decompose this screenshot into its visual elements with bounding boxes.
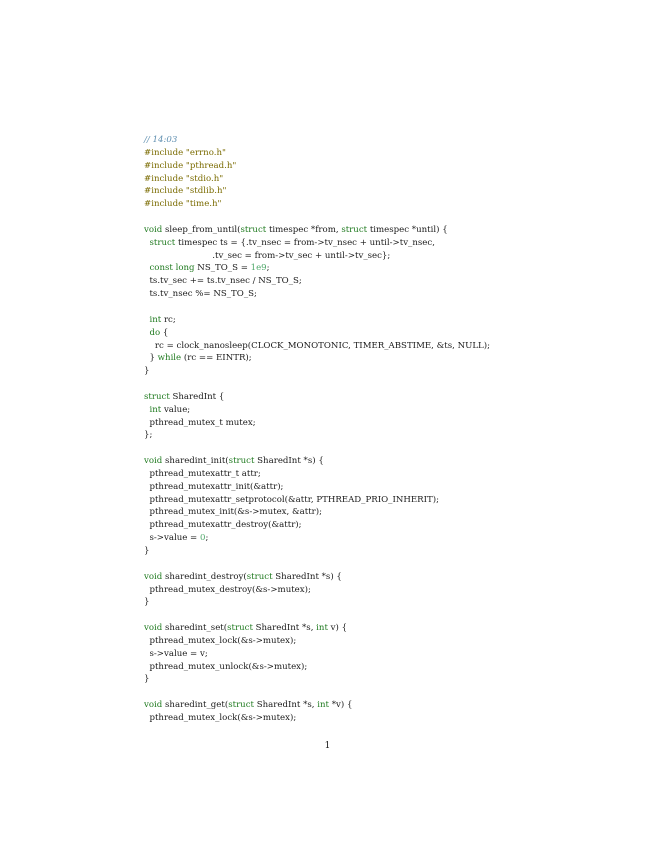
code-line (144, 288, 614, 301)
code-text-token: .tv_sec = from->tv_sec + until->tv_sec}; (144, 250, 391, 261)
code-text-token: timespec ts = {.tv_nsec = from->tv_nsec + until->tv_nsec, (175, 237, 435, 248)
code-text-token: pthread_mutexattr_t attr; (144, 468, 261, 479)
code-line (144, 622, 614, 635)
code-text-token: NS_TO_S = (194, 263, 251, 274)
string-token: "pthread.h" (185, 160, 237, 171)
code-text-token: ts.tv_nsec %= NS_TO_S; (144, 289, 257, 300)
code-line (144, 494, 614, 507)
code-text-token: SharedInt *s) { (272, 571, 342, 582)
code-text-token: pthread_mutexattr_setprotocol(&attr, PTHREAD_PRIO_INHERIT); (144, 494, 439, 505)
code-text-token: rc = clock_nanosleep(CLOCK_MONOTONIC, TIMER_ABSTIME, &ts, NULL); (144, 340, 491, 351)
code-line (144, 455, 614, 468)
keyword-token: struct (149, 237, 176, 248)
code-line (144, 661, 614, 674)
keyword-token: void (144, 456, 163, 467)
code-text-token: sharedint_get( (162, 700, 229, 711)
code-text-token: } (144, 546, 150, 556)
number-token: 1e9 (250, 263, 267, 274)
code-text-token: pthread_mutex_lock(&s->mutex); (144, 712, 297, 723)
code-text-token: SharedInt { (169, 391, 225, 402)
preprocessor-token: #include (144, 160, 186, 171)
code-line (144, 262, 614, 275)
number-token: 0 (200, 533, 206, 544)
code-line (144, 134, 614, 147)
keyword-token: void (144, 571, 163, 582)
code-line (144, 275, 614, 288)
string-token: "time.h" (185, 199, 222, 210)
code-text-token: s->value = v; (144, 648, 208, 659)
code-text-token: }; (144, 430, 153, 441)
code-line (144, 250, 614, 263)
code-text-token: timespec *from, (266, 224, 342, 235)
code-line (144, 648, 614, 661)
keyword-token: while (157, 353, 182, 364)
code-line (144, 519, 614, 532)
blank-line (144, 211, 614, 224)
code-text-token: v) { (327, 623, 348, 634)
code-line (144, 352, 614, 365)
code-text-token: pthread_mutex_destroy(&s->mutex); (144, 584, 311, 595)
code-line (144, 481, 614, 494)
code-line (144, 147, 614, 160)
code-text-token: pthread_mutex_init(&s->mutex, &attr); (144, 507, 323, 518)
keyword-token: struct (246, 571, 273, 582)
blank-line (144, 378, 614, 391)
code-text-token: pthread_mutex_t mutex; (144, 417, 256, 428)
keyword-token: struct (144, 391, 170, 402)
code-listing (144, 134, 614, 725)
keyword-token: const (149, 263, 173, 274)
blank-line (144, 609, 614, 622)
code-line (144, 391, 614, 404)
code-text-token: pthread_mutexattr_destroy(&attr); (144, 520, 302, 531)
keyword-token: int (149, 314, 162, 325)
code-line (144, 596, 614, 609)
code-text-token: ts.tv_sec += ts.tv_nsec / NS_TO_S; (144, 276, 302, 287)
code-line (144, 185, 614, 198)
blank-line (144, 442, 614, 455)
code-text-token: } (144, 597, 150, 608)
code-text-token: (rc == EINTR); (181, 353, 252, 364)
preprocessor-token: #include (144, 199, 186, 210)
code-line (144, 160, 614, 173)
code-text-token: { (160, 327, 169, 338)
code-line (144, 327, 614, 340)
keyword-token: struct (240, 224, 267, 235)
code-line (144, 417, 614, 430)
keyword-token: struct (341, 224, 368, 235)
code-text-token: } (144, 674, 150, 685)
string-token: "stdlib.h" (185, 186, 227, 197)
keyword-token: void (144, 623, 163, 634)
code-text-token: sleep_from_until( (162, 224, 241, 235)
code-text-token: SharedInt *s, (252, 623, 317, 634)
code-text-token: ; (266, 263, 270, 274)
code-line (144, 224, 614, 237)
code-line (144, 635, 614, 648)
keyword-token: int (149, 404, 162, 415)
code-text-token: SharedInt *s) { (254, 456, 324, 467)
preprocessor-token: #include (144, 186, 186, 197)
code-line (144, 468, 614, 481)
code-line (144, 699, 614, 712)
code-text-token: sharedint_set( (162, 623, 228, 634)
code-line (144, 365, 614, 378)
string-token: "errno.h" (185, 147, 226, 158)
code-line (144, 173, 614, 186)
code-line (144, 673, 614, 686)
code-line (144, 198, 614, 211)
code-text-token: pthread_mutex_unlock(&s->mutex); (144, 661, 308, 672)
code-line (144, 532, 614, 545)
code-text-token: value; (161, 404, 191, 415)
code-line (144, 545, 614, 558)
keyword-token: void (144, 224, 163, 235)
code-text-token: *v) { (329, 700, 353, 711)
code-line (144, 340, 614, 353)
code-line (144, 506, 614, 519)
code-text-token: pthread_mutex_lock(&s->mutex); (144, 635, 297, 646)
code-text-token: sharedint_init( (162, 456, 229, 467)
code-text-token: s->value = (144, 533, 200, 544)
blank-line (144, 558, 614, 571)
code-line (144, 584, 614, 597)
code-line (144, 712, 614, 725)
code-text-token: rc; (161, 314, 176, 325)
keyword-token: int (316, 623, 328, 634)
blank-line (144, 686, 614, 699)
code-text-token: pthread_mutexattr_init(&attr); (144, 481, 284, 492)
comment-token: // 14:03 (144, 135, 178, 145)
keyword-token: do (149, 327, 161, 338)
blank-line (144, 301, 614, 314)
keyword-token: long (175, 263, 195, 274)
preprocessor-token: #include (144, 147, 186, 158)
keyword-token: struct (227, 623, 253, 634)
code-text-token: ; (205, 533, 209, 544)
code-line (144, 429, 614, 442)
code-line (144, 404, 614, 417)
page-number: 1 (324, 741, 331, 751)
keyword-token: void (144, 700, 163, 711)
preprocessor-token: #include (144, 173, 186, 184)
keyword-token: struct (228, 456, 255, 467)
code-text-token: sharedint_destroy( (162, 571, 247, 582)
code-line (144, 314, 614, 327)
code-line (144, 237, 614, 250)
keyword-token: struct (228, 700, 254, 711)
code-line (144, 571, 614, 584)
code-text-token: SharedInt *s, (253, 700, 318, 711)
keyword-token: int (317, 700, 329, 711)
code-text-token: } (144, 353, 158, 364)
string-token: "stdio.h" (185, 173, 224, 184)
code-text-token: } (144, 366, 150, 377)
code-text-token: timespec *until) { (367, 224, 448, 235)
